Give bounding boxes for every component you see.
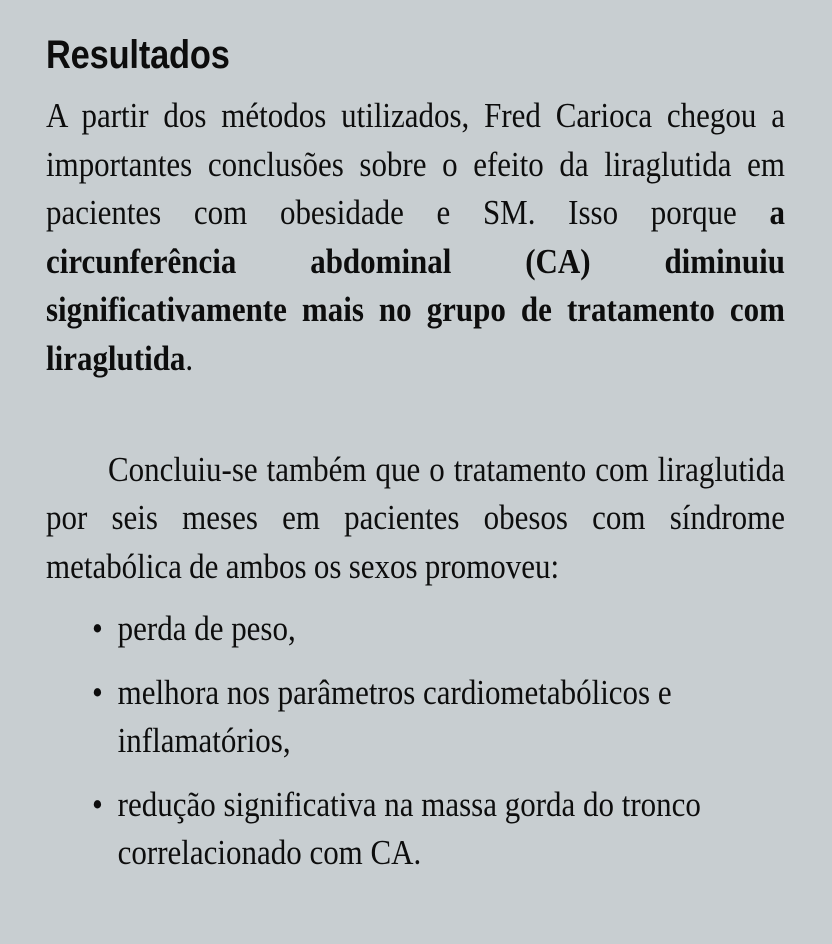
paragraph-spacer bbox=[46, 432, 785, 446]
text-run-regular: . bbox=[185, 338, 194, 378]
list-item-label: melhora nos parâmetros cardiometabólicos e inflamatórios, bbox=[117, 672, 672, 760]
list-item-label: perda de peso, bbox=[117, 609, 296, 648]
bullet-icon: • bbox=[92, 609, 103, 648]
text-run-regular: A partir dos métodos utilizados, Fred Carioca chegou a importantes conclusões sobre o efeito da liraglutida em pacientes com obesidade e SM. Isso porque bbox=[46, 96, 785, 232]
text-run-regular: Concluiu-se também que o tratamento com liraglutida por seis meses em pacientes obesos com síndrome metabólica de ambos os sexos promoveu: bbox=[46, 449, 785, 586]
bullet-icon: • bbox=[92, 672, 103, 712]
paragraph-conclusion-intro bbox=[46, 446, 785, 592]
list-item bbox=[46, 605, 785, 654]
outcomes-bullet-list bbox=[46, 605, 785, 878]
list-spacer bbox=[46, 591, 785, 605]
page-title: Resultados bbox=[46, 33, 230, 77]
list-item-label: redução significativa na massa gorda do tronco correlacionado com CA. bbox=[117, 784, 701, 872]
paragraph-results-intro bbox=[46, 92, 785, 432]
list-item bbox=[46, 669, 785, 766]
list-item bbox=[46, 781, 785, 878]
body-text-block bbox=[46, 92, 785, 878]
bullet-icon: • bbox=[92, 784, 103, 824]
text-run-bold: a circunferência abdominal (CA) diminuiu significativamente mais no grupo de tratamento com liraglutida bbox=[46, 193, 785, 378]
